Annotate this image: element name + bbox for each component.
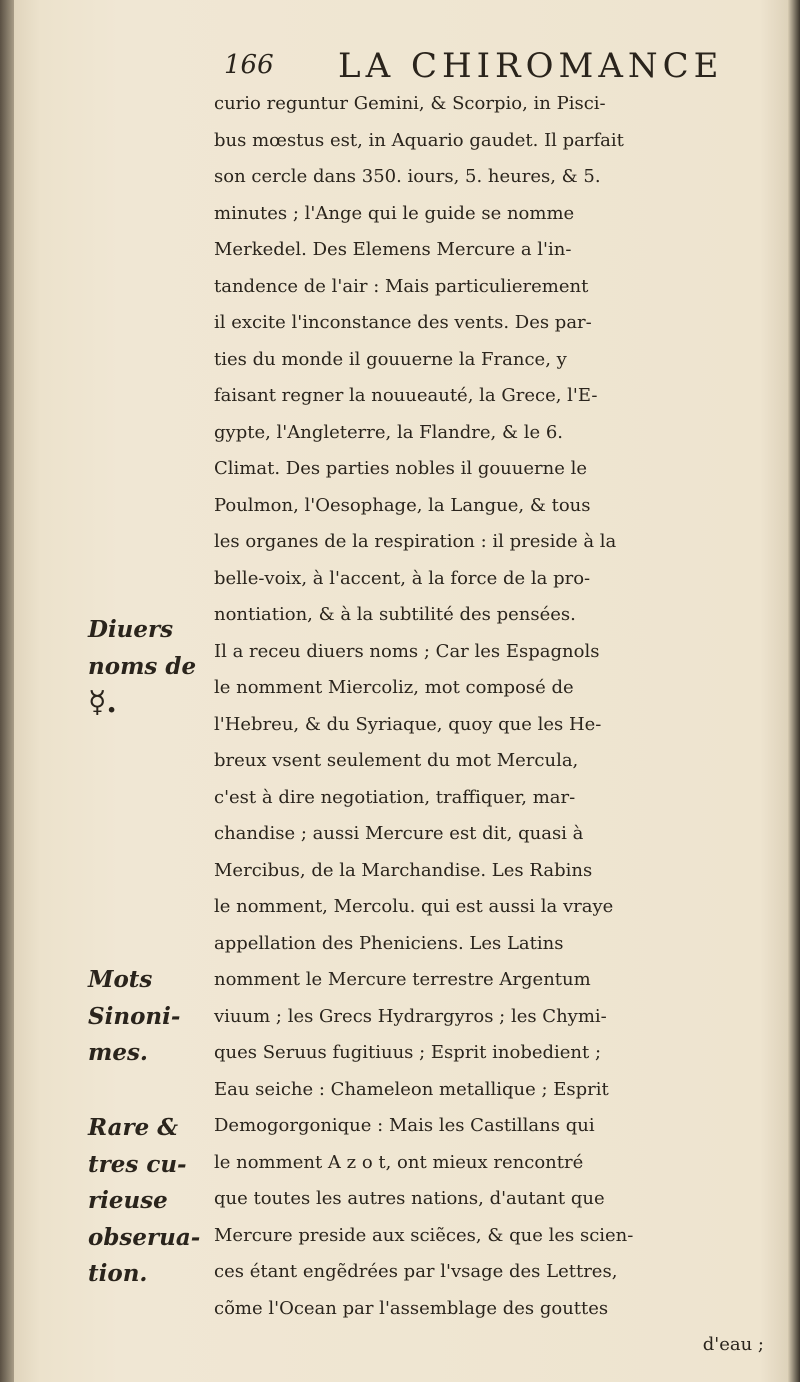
margin-note-line: tion. [88, 1260, 148, 1287]
text-line: ties du monde il gouuerne la France, y [214, 348, 567, 370]
text-line: Mercure preside aux sciẽces, & que les scien- [214, 1224, 634, 1246]
text-line: Demogorgonique : Mais les Castillans qui [214, 1115, 595, 1136]
text-line: Mercibus, de la Marchandise. Les Rabins [214, 859, 593, 881]
text-line: faisant regner la nouueauté, la Grece, l'E- [214, 385, 598, 406]
margin-note-mots-sinonimes [88, 962, 208, 1072]
text-line: gypte, l'Angleterre, la Flandre, & le 6. [214, 421, 564, 443]
margin-note-line: Diuers [88, 616, 174, 643]
margin-note-line: Mots [88, 966, 153, 993]
page-number: 166 [224, 50, 274, 80]
text-line: tandence de l'air : Mais particulierement [214, 275, 589, 297]
text-line: curio reguntur Gemini, & Scorpio, in Pisci- [214, 93, 606, 114]
text-line: breux vsent seulement du mot Mercula, [214, 750, 579, 771]
text-line: chandise ; aussi Mercure est dit, quasi à [214, 823, 584, 844]
text-line: Climat. Des parties nobles il gouuerne le [214, 458, 587, 479]
margin-note-line: noms de [88, 652, 197, 680]
margin-note-line: Sinoni- [88, 1002, 181, 1030]
text-line: Eau seiche : Chameleon metallique ; Esprit [214, 1078, 609, 1100]
margin-note-diuers-noms [88, 612, 208, 722]
text-line: que toutes les autres nations, d'autant que [214, 1188, 605, 1209]
text-line: le nomment Miercoliz, mot composé de [214, 677, 574, 698]
text-line: l'Hebreu, & du Syriaque, quoy que les He- [214, 713, 602, 735]
text-line: minutes ; l'Ange qui le guide se nomme [214, 202, 575, 224]
text-line: ces étant engẽdrées par l'vsage des Lettres, [214, 1261, 618, 1282]
margin-note-line: Rare & [88, 1114, 179, 1141]
text-line: Poulmon, l'Oesophage, la Langue, & tous [214, 494, 591, 516]
margin-note-line: mes. [88, 1039, 148, 1066]
text-line: il excite l'inconstance des vents. Des par- [214, 312, 592, 333]
text-line: Merkedel. Des Elemens Mercure a l'in- [214, 239, 572, 260]
text-line: bus mœstus est, in Aquario gaudet. Il parfait [214, 129, 624, 151]
text-line: ques Seruus fugitiuus ; Esprit inobedient ; [214, 1042, 602, 1063]
text-line: nomment le Mercure terrestre Argentum [214, 969, 591, 990]
text-line: viuum ; les Grecs Hydrargyros ; les Chymi- [214, 1005, 607, 1027]
text-line: Il a receu diuers noms ; Car les Espagnols [214, 640, 600, 662]
text-line: nontiation, & à la subtilité des pensées. [214, 604, 576, 625]
text-line: appellation des Pheniciens. Les Latins [214, 932, 564, 954]
mercury-symbol: ☿. [88, 685, 117, 720]
margin-note-rare-observation [88, 1110, 208, 1293]
text-line: c'est à dire negotiation, traffiquer, mar- [214, 786, 576, 808]
text-line: le nomment, Mercolu. qui est aussi la vraye [214, 896, 614, 917]
page-edge [788, 0, 800, 1382]
text-line: son cercle dans 350. iours, 5. heures, & 5. [214, 166, 601, 187]
text-line: belle-voix, à l'accent, à la force de la pro- [214, 567, 591, 589]
margin-note-line: obserua- [88, 1223, 201, 1251]
margin-note-line: rieuse [88, 1187, 168, 1214]
text-line: les organes de la respiration : il preside à la [214, 531, 617, 552]
text-line: cõme l'Ocean par l'assemblage des gouttes [214, 1297, 609, 1319]
running-title: LA CHIROMANCE [338, 46, 724, 86]
margin-note-line: tres cu- [88, 1150, 187, 1178]
text-line: le nomment A z o t, ont mieux rencontré [214, 1151, 584, 1173]
text-line: d'eau ; [702, 1334, 764, 1355]
body-text [214, 86, 774, 1364]
book-binding [0, 0, 14, 1382]
